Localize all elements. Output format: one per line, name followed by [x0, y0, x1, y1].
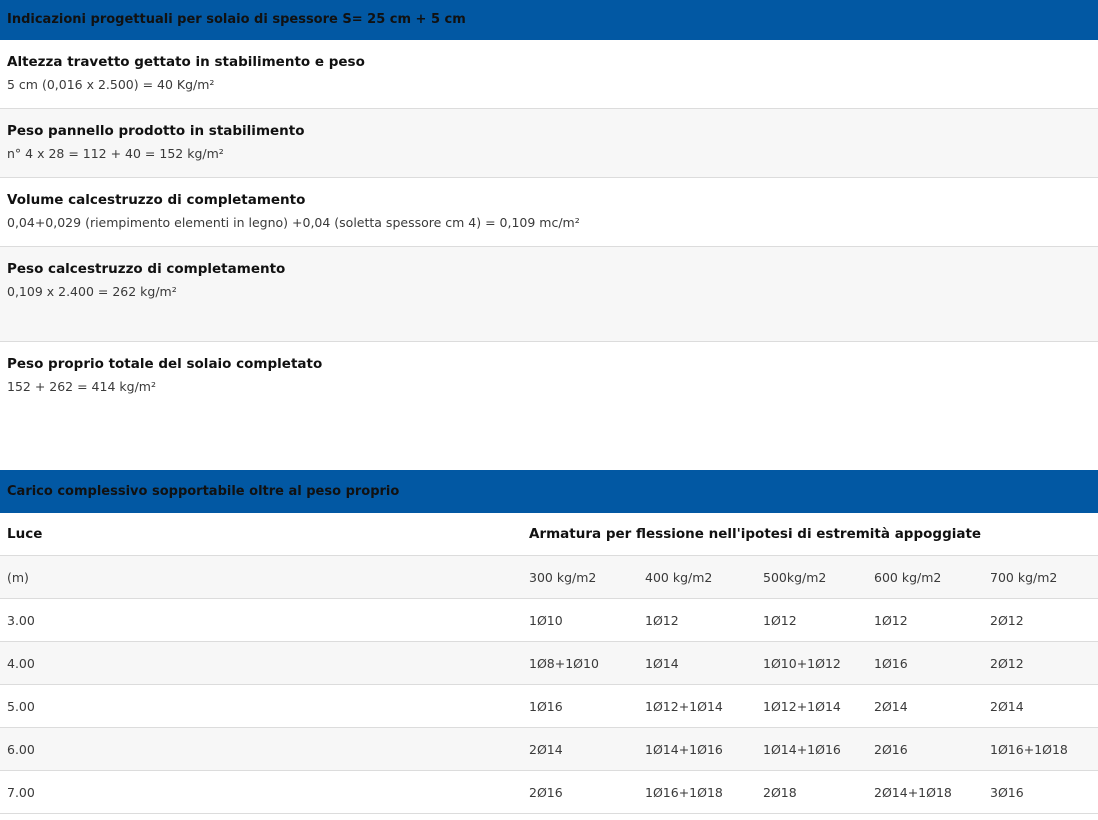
table-cell: 1Ø10+1Ø12 — [756, 642, 867, 685]
luce-cell: 3.00 — [0, 599, 522, 642]
reinforcement-table — [0, 513, 1098, 814]
table-cell: 1Ø14+1Ø16 — [638, 728, 756, 771]
table-cell: 1Ø12 — [638, 599, 756, 642]
table-cell: 1Ø14 — [638, 642, 756, 685]
table-cell: 2Ø12 — [983, 599, 1098, 642]
table-cell: 2Ø16 — [522, 771, 638, 814]
spec-row — [0, 342, 1098, 470]
table-units-row — [0, 556, 1098, 599]
table-row — [0, 642, 1098, 685]
spec-title: Peso calcestruzzo di completamento — [7, 261, 286, 277]
table-cell: 2Ø14 — [867, 685, 983, 728]
spec-value: 152 + 262 = 414 kg/m² — [7, 379, 156, 394]
luce-cell: 5.00 — [0, 685, 522, 728]
spec-title: Altezza travetto gettato in stabilimento e peso — [7, 54, 365, 70]
load-header-cell: 700 kg/m2 — [983, 556, 1098, 599]
table-cell: 2Ø12 — [983, 642, 1098, 685]
luce-cell: 7.00 — [0, 771, 522, 814]
column-header-armatura: Armatura per flessione nell'ipotesi di estremità appoggiate — [522, 513, 1098, 556]
load-header-cell: 600 kg/m2 — [867, 556, 983, 599]
spec-value: 5 cm (0,016 x 2.500) = 40 Kg/m² — [7, 77, 215, 92]
table-cell: 1Ø12+1Ø14 — [638, 685, 756, 728]
unit-cell: (m) — [0, 556, 522, 599]
spec-value: n° 4 x 28 = 112 + 40 = 152 kg/m² — [7, 146, 224, 161]
table-cell: 1Ø16 — [867, 642, 983, 685]
spec-row — [0, 109, 1098, 178]
load-table-section — [0, 470, 1098, 814]
table-cell: 2Ø16 — [867, 728, 983, 771]
table-cell: 3Ø16 — [983, 771, 1098, 814]
spec-title: Peso pannello prodotto in stabilimento — [7, 123, 305, 139]
spec-row — [0, 247, 1098, 342]
table-cell: 2Ø18 — [756, 771, 867, 814]
load-header-cell: 500kg/m2 — [756, 556, 867, 599]
table-cell: 1Ø16 — [522, 685, 638, 728]
table-cell: 1Ø12 — [867, 599, 983, 642]
table-cell: 1Ø16+1Ø18 — [638, 771, 756, 814]
table-cell: 1Ø14+1Ø16 — [756, 728, 867, 771]
table-row — [0, 599, 1098, 642]
column-header-luce: Luce — [0, 513, 522, 556]
table-cell: 2Ø14 — [522, 728, 638, 771]
table-cell: 2Ø14+1Ø18 — [867, 771, 983, 814]
table-cell: 2Ø14 — [983, 685, 1098, 728]
table-cell: 1Ø12 — [756, 599, 867, 642]
table-cell: 1Ø12+1Ø14 — [756, 685, 867, 728]
section-header-load: Carico complessivo sopportabile oltre al peso proprio — [0, 470, 1098, 513]
spec-value: 0,109 x 2.400 = 262 kg/m² — [7, 284, 177, 299]
table-cell: 1Ø8+1Ø10 — [522, 642, 638, 685]
table-row — [0, 771, 1098, 814]
table-cell: 1Ø10 — [522, 599, 638, 642]
section-header-design: Indicazioni progettuali per solaio di spessore S= 25 cm + 5 cm — [0, 0, 1098, 40]
table-row — [0, 728, 1098, 771]
table-row — [0, 685, 1098, 728]
load-header-cell: 400 kg/m2 — [638, 556, 756, 599]
spec-title: Volume calcestruzzo di completamento — [7, 192, 306, 208]
spec-row — [0, 40, 1098, 109]
spec-row — [0, 178, 1098, 247]
spec-title: Peso proprio totale del solaio completato — [7, 356, 323, 372]
spec-value: 0,04+0,029 (riempimento elementi in legno) +0,04 (soletta spessore cm 4) = 0,109 mc/m² — [7, 215, 580, 230]
table-header-row — [0, 513, 1098, 556]
luce-cell: 6.00 — [0, 728, 522, 771]
table-cell: 1Ø16+1Ø18 — [983, 728, 1098, 771]
load-header-cell: 300 kg/m2 — [522, 556, 638, 599]
luce-cell: 4.00 — [0, 642, 522, 685]
